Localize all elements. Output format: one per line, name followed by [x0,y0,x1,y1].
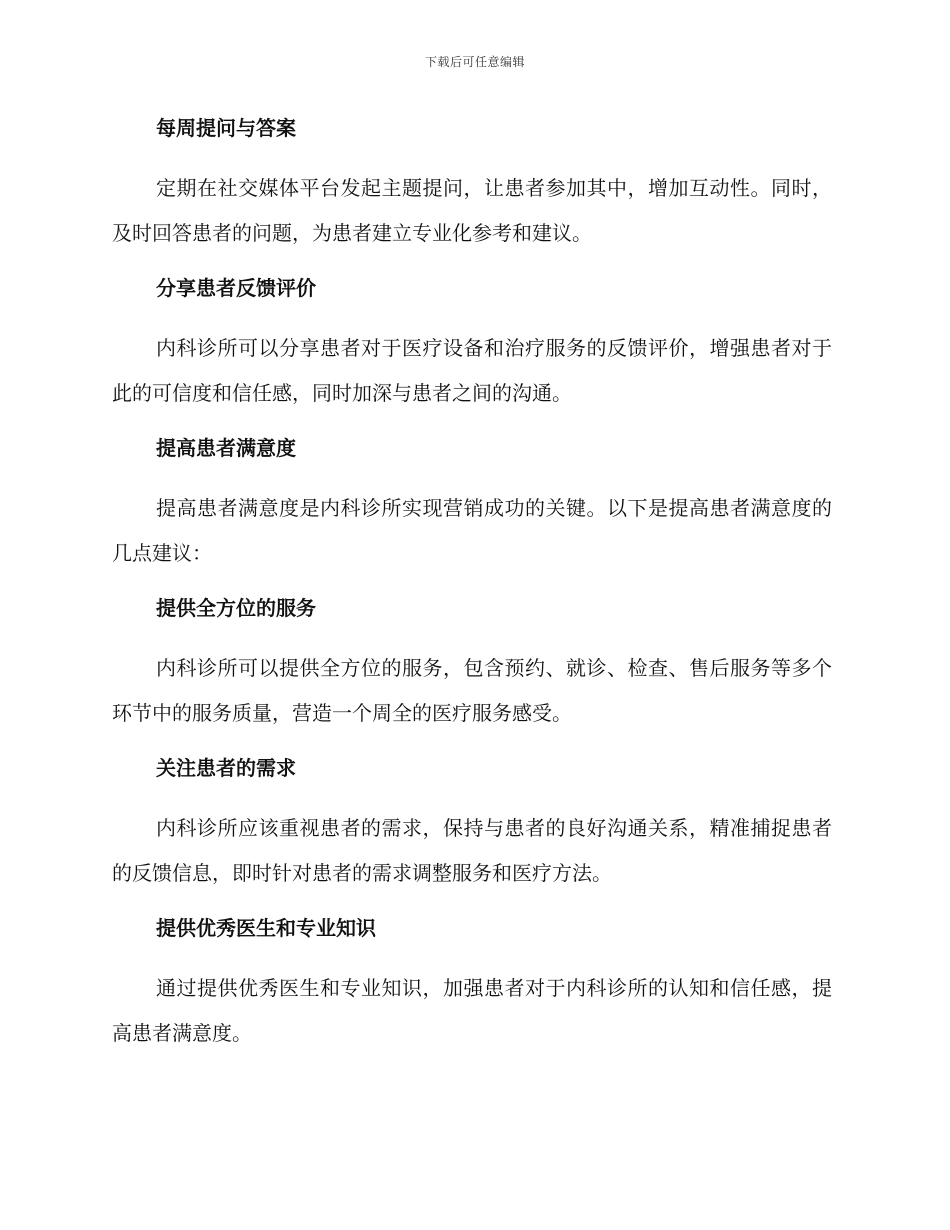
document-body [112,110,832,1070]
section-heading: 提高患者满意度 [156,436,296,460]
section-heading: 分享患者反馈评价 [156,276,316,300]
section-paragraph: 定期在社交媒体平台发起主题提问，让患者参加其中，增加互动性。同时，及时回答患者的问题，为患者建立专业化参考和建议。 [112,176,832,245]
section-heading: 每周提问与答案 [156,116,296,140]
section-full-service [112,590,832,736]
section-heading: 关注患者的需求 [156,756,296,780]
section-paragraph: 提高患者满意度是内科诊所实现营销成功的关键。以下是提高患者满意度的几点建议： [112,496,832,565]
section-heading: 提供全方位的服务 [156,596,316,620]
section-share-feedback [112,270,832,416]
section-excellent-doctors [112,910,832,1056]
section-paragraph: 通过提供优秀医生和专业知识，加强患者对于内科诊所的认知和信任感，提高患者满意度。 [112,976,832,1045]
section-patient-needs [112,750,832,896]
section-improve-satisfaction [112,430,832,576]
section-paragraph: 内科诊所应该重视患者的需求，保持与患者的良好沟通关系，精准捕捉患者的反馈信息，即时针对患者的需求调整服务和医疗方法。 [112,816,832,885]
header-note: 下载后可任意编辑 [424,55,525,69]
section-weekly-qa [112,110,832,256]
section-paragraph: 内科诊所可以分享患者对于医疗设备和治疗服务的反馈评价，增强患者对于此的可信度和信任感，同时加深与患者之间的沟通。 [112,336,832,405]
section-heading: 提供优秀医生和专业知识 [156,916,376,940]
section-paragraph: 内科诊所可以提供全方位的服务，包含预约、就诊、检查、售后服务等多个环节中的服务质量，营造一个周全的医疗服务感受。 [112,656,832,725]
